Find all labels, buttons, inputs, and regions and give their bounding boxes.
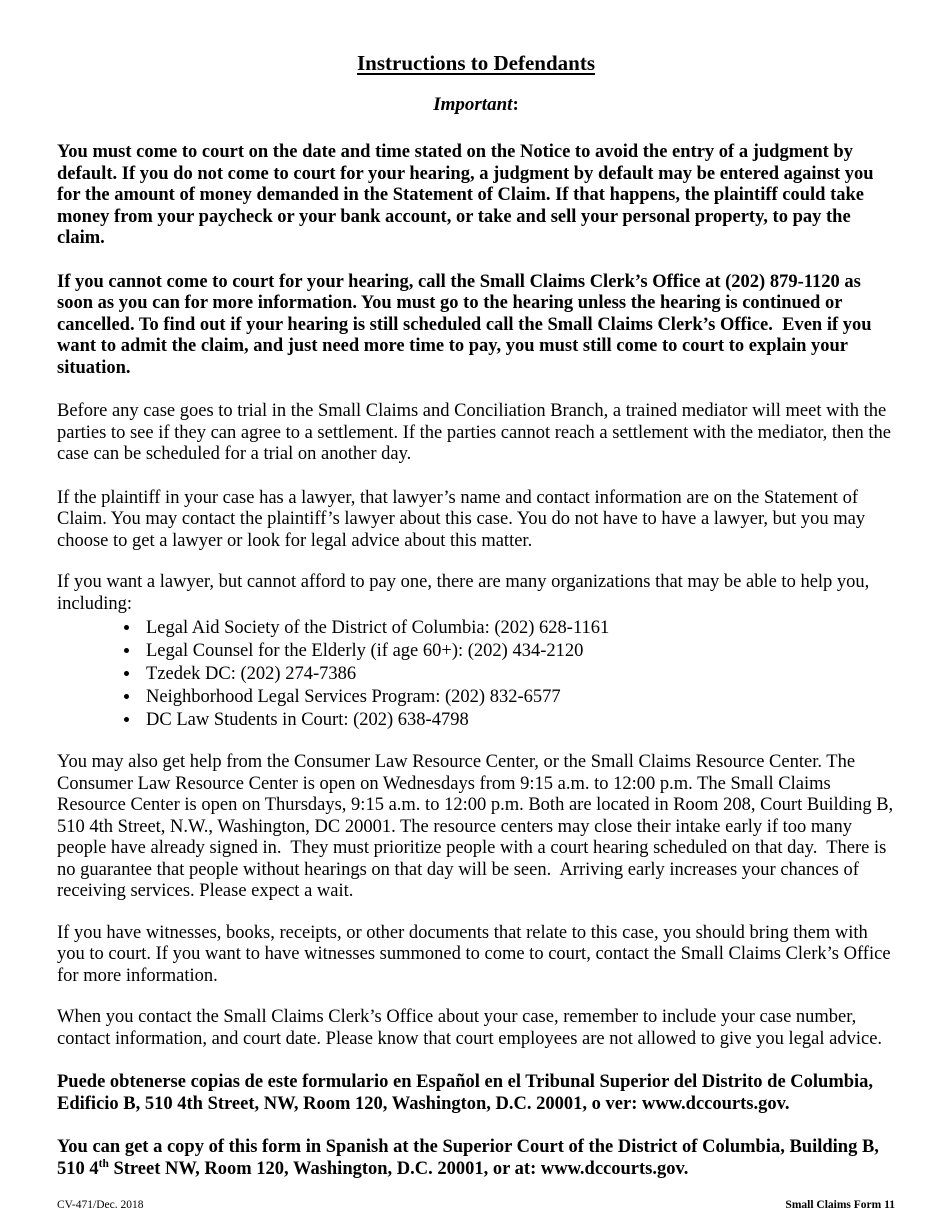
paragraph-legal-help-intro: If you want a lawyer, but cannot afford to pay one, there are many organizations that may be able to help you, including:	[57, 572, 874, 614]
paragraph-contact-clerk: When you contact the Small Claims Clerk’s Office about your case, remember to include your case number, contact information, and court date. Please know that court employees are not allowed to give you legal advice.	[57, 1007, 883, 1049]
page-title: Instructions to Defendants	[356, 51, 595, 75]
list-item-legal-counsel-elderly: • Legal Counsel for the Elderly (if age 60+): (202) 434-2120	[141, 640, 895, 663]
paragraph-witnesses: If you have witnesses, books, receipts, or other documents that relate to this case, you should bring them with you to court. If you want to have witnesses summoned to come to court, contact the Small Claims Clerk’s Office for more information.	[57, 922, 896, 986]
important-colon: :	[512, 94, 519, 115]
page-footer	[57, 1199, 895, 1212]
list-item-legal-aid-society: • Legal Aid Society of the District of Columbia: (202) 628-1161	[141, 617, 895, 640]
paragraph-spanish-notice: Puede obtenerse copias de este formulario en Español en el Tribunal Superior del Distrito de Columbia, Edificio B, 510 4th Street, NW, Room 120, Washington, D.C. 20001, o ver: www.dccourts.gov.	[57, 1072, 878, 1114]
list-item-tzedek-dc: • Tzedek DC: (202) 274-7386	[141, 663, 895, 686]
paragraph-resource-centers: You may also get help from the Consumer Law Resource Center, or the Small Claims Resource Center. The Consumer Law Resource Center is open on Wednesdays from 9:15 a.m. to 12:00 p.m. The Small Claims Resource Center is open on Thursdays, 9:15 a.m. to 12:00 p.m. Both are located in Room 208, Court Building B, 510 4th Street, N.W., Washington, DC 20001. The resource centers may close their intake early if too many people have already signed in. They must prioritize people with a court hearing scheduled on that day. There is no guarantee that people without hearings on that day will be seen. Arriving early increases your chances of receiving services. Please expect a wait.	[57, 752, 898, 901]
paragraph-lawyer-contact: If the plaintiff in your case has a lawyer, that lawyer’s name and contact information are on the Statement of Claim. You may contact the plaintiff’s lawyer about this case. You do not have to have a lawyer, but you may choose to get a lawyer or look for legal advice about this matter.	[57, 487, 870, 551]
english-notice-superscript: th	[98, 1157, 109, 1170]
list-item-neighborhood-legal-services: • Neighborhood Legal Services Program: (202) 832-6577	[141, 686, 895, 709]
list-item-dc-law-students: • DC Law Students in Court: (202) 638-4798	[141, 709, 895, 732]
form-name: Small Claims Form 11	[785, 1199, 895, 1211]
paragraph-english-notice	[57, 1137, 895, 1180]
paragraph-cannot-come-to-court: If you cannot come to court for your hearing, call the Small Claims Clerk’s Office at (202) 879-1120 as soon as you can for more information. You must go to the hearing unless the hearing is continued or cancelled. To find out if your hearing is still scheduled call the Small Claims Clerk’s Office. Even if you want to admit the claim, and just need more time to pay, you must still come to court to explain your situation.	[57, 271, 877, 378]
paragraph-default-judgment: You must come to court on the date and time stated on the Notice to avoid the entry of a judgment by default. If you do not come to court for your hearing, a judgment by default may be entered against you for the amount of money demanded in the Statement of Claim. If that happens, the plaintiff could take money from your paycheck or your bank account, or take and sell your personal property, to pay the claim.	[57, 142, 879, 248]
paragraph-mediation: Before any case goes to trial in the Small Claims and Conciliation Branch, a trained mediator will meet with the parties to see if they can agree to a settlement. If the parties cannot reach a settlement with the mediator, then the case can be scheduled for a trial on another day.	[57, 401, 896, 464]
legal-help-organization-list	[57, 617, 895, 732]
important-heading	[57, 94, 895, 116]
important-word: Important	[433, 94, 513, 115]
english-notice-part1: You can get a copy of this form in Spanish at the Superior Court of the District of Columbia, Building B, 510 4	[57, 1137, 884, 1179]
form-number: CV-471/Dec. 2018	[57, 1199, 144, 1211]
english-notice-part2: Street NW, Room 120, Washington, D.C. 20001, or at: www.dccourts.gov.	[108, 1158, 689, 1179]
